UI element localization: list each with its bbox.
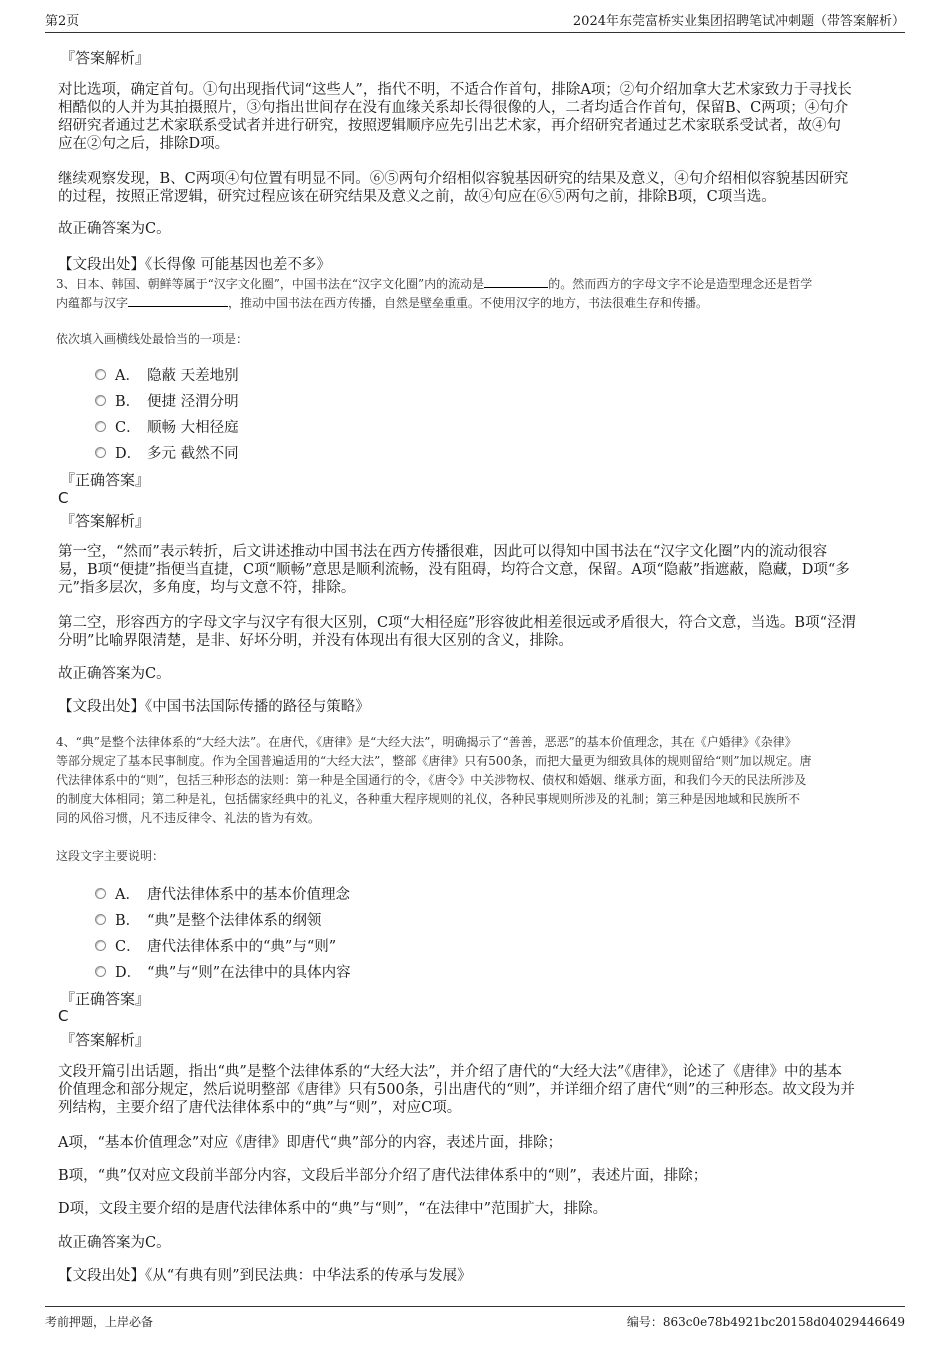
option-c[interactable]: C． 唐代法律体系中的“典”与“则” (95, 935, 336, 956)
conclusion-text: 故正确答案为C。 (58, 666, 171, 682)
page-footer (45, 1306, 905, 1335)
radio-button[interactable] (95, 940, 106, 951)
analysis-paragraph: 文段开篇引出话题，指出“典”是整个法律体系的“大经大法”，并介绍了唐代的“大经大法”《唐律》，论述了《唐律》中的基本 价值理念和部分规定，然后说明整部《唐律》只有500条，引出唐代的“则”，并详细介绍了唐代“则”的三种形态。故文段为并 列结构，主要介绍了唐代法律体系中的“典”与“则”，对应C项。 (58, 1064, 855, 1116)
radio-button[interactable] (95, 395, 106, 406)
radio-button[interactable] (95, 888, 106, 899)
radio-button[interactable] (95, 447, 106, 458)
conclusion-text: 故正确答案为C。 (58, 221, 171, 237)
question-prompt: 依次填入画横线处最恰当的一项是： (56, 332, 249, 346)
radio-button[interactable] (95, 966, 106, 977)
radio-button[interactable] (95, 914, 106, 925)
option-b[interactable]: B． “典”是整个法律体系的纲领 (95, 909, 321, 930)
option-d[interactable]: D． “典”与“则”在法律中的具体内容 (95, 961, 351, 982)
document-title: 2024年东莞富桥实业集团招聘笔试冲刺题（带答案解析） (572, 14, 905, 29)
analysis-paragraph: D项，文段主要介绍的是唐代法律体系中的“典”与“则”，“在法律中”范围扩大，排除。 (58, 1201, 608, 1217)
analysis-paragraph: A项，“基本价值理念”对应《唐律》即唐代“典”部分的内容，表述片面，排除； (58, 1135, 563, 1151)
question-prompt: 这段文字主要说明： (56, 849, 165, 863)
analysis-paragraph: B项，“典”仅对应文段前半部分内容，文段后半部分介绍了唐代法律体系中的“则”，表述片面，排除； (58, 1168, 708, 1184)
answer-analysis-heading: 『答案解析』 (60, 512, 151, 530)
answer-analysis-heading: 『答案解析』 (60, 1031, 151, 1049)
page-header (45, 10, 905, 33)
radio-button[interactable] (95, 369, 106, 380)
option-a[interactable]: A． 唐代法律体系中的基本价值理念 (95, 883, 350, 904)
document-id: 编号：863c0e78b4921bc20158d04029446649 (626, 1315, 905, 1329)
question-text: 4、“典”是整个法律体系的“大经大法”。在唐代，《唐律》是“大经大法”，明确揭示了“善善，恶恶”的基本价值理念，其在《户婚律》《杂律》 等部分规定了基本民事制度。作为全国普遍适用的“大经大法”，整部《唐律》只有500条，而把大量更为细致具体的规则留给“则”加以规定。唐 代法律体系中的“则”，包括三种形态的法则：第一种是全国通行的令，《唐令》中关涉物权、债权和婚姻、继承方面，和我们今天的民法所涉及 的制度大体相同；第二种是礼，包括儒家经典中的礼义，各种重大程序规则的礼仪，各种民事规则所涉及的礼制；第三种是因地域和民族所不 同的风俗习惯，凡不违反律令、礼法的皆为有效。 (56, 735, 812, 825)
footer-slogan: 考前押题，上岸必备 (45, 1315, 154, 1329)
correct-answer-heading: 『正确答案』 (60, 990, 151, 1008)
radio-button[interactable] (95, 421, 106, 432)
correct-answer-value: C (58, 1007, 69, 1025)
source-citation: 【文段出处】《长得像 可能基因也差不多》 (58, 257, 331, 273)
source-citation: 【文段出处】《从“有典有则”到民法典：中华法系的传承与发展》 (58, 1268, 472, 1284)
page-number: 第2页 (45, 14, 80, 29)
correct-answer-heading: 『正确答案』 (60, 471, 151, 489)
analysis-paragraph: 第二空，形容西方的字母文字与汉字有很大区别，C项“大相径庭”形容彼此相差很远或矛盾很大，符合文意，当选。B项“泾渭 分明”比喻界限清楚，是非、好坏分明，并没有体现出有很大区别的含义，排除。 (58, 615, 856, 649)
analysis-paragraph: 对比选项，确定首句。①句出现指代词“这些人”，指代不明，不适合作首句，排除A项；②句介绍加拿大艺术家致力于寻找长 相酷似的人并为其拍摄照片，③句指出世间存在没有血缘关系却长得很像的人，二者均适合作首句，保留B、C两项；④句介 绍研究者通过艺术家联系受试者并进行研究，按照逻辑顺序应先引出艺术家，再介绍研究者通过艺术家联系受试者，故④句 应在②句之后，排除D项。 (58, 82, 852, 152)
option-d[interactable]: D． 多元 截然不同 (95, 442, 239, 463)
analysis-paragraph: 第一空，“然而”表示转折，后文讲述推动中国书法在西方传播很难，因此可以得知中国书法在“汉字文化圈”内的流动很容 易，B项“便捷”指便当直捷，C项“顺畅”意思是顺利流畅，没有阻碍，均符合文意，保留。A项“隐蔽”指遮蔽，隐藏，D项“多 元”指多层次，多角度，均与文意不符，排除。 (58, 544, 850, 596)
option-a[interactable]: A． 隐蔽 天差地别 (95, 364, 239, 385)
question-text: 3、日本、韩国、朝鲜等属于“汉字文化圈”，中国书法在“汉字文化圈”内的流动是 的。然而西方的字母文字不论是造型理念还是哲学 内蕴都与汉字 ，推动中国书法在西方传播，自然是壁垒重重。不使用汉字的地方，书法很难生存和传播。 (56, 277, 813, 310)
option-c[interactable]: C． 顺畅 大相径庭 (95, 416, 239, 437)
correct-answer-value: C (58, 489, 69, 507)
option-b[interactable]: B． 便捷 泾渭分明 (95, 390, 239, 411)
answer-analysis-heading: 『答案解析』 (60, 49, 151, 67)
fill-blank-2 (128, 306, 228, 307)
analysis-paragraph: 继续观察发现，B、C两项④句位置有明显不同。⑥⑤两句介绍相似容貌基因研究的结果及意义，④句介绍相似容貌基因研究 的过程，按照正常逻辑，研究过程应该在研究结果及意义之前，故④句应在⑥⑤两句之前，排除B项，C项当选。 (58, 171, 849, 205)
source-citation: 【文段出处】《中国书法国际传播的路径与策略》 (58, 699, 370, 715)
fill-blank-1 (484, 287, 548, 288)
conclusion-text: 故正确答案为C。 (58, 1235, 171, 1251)
